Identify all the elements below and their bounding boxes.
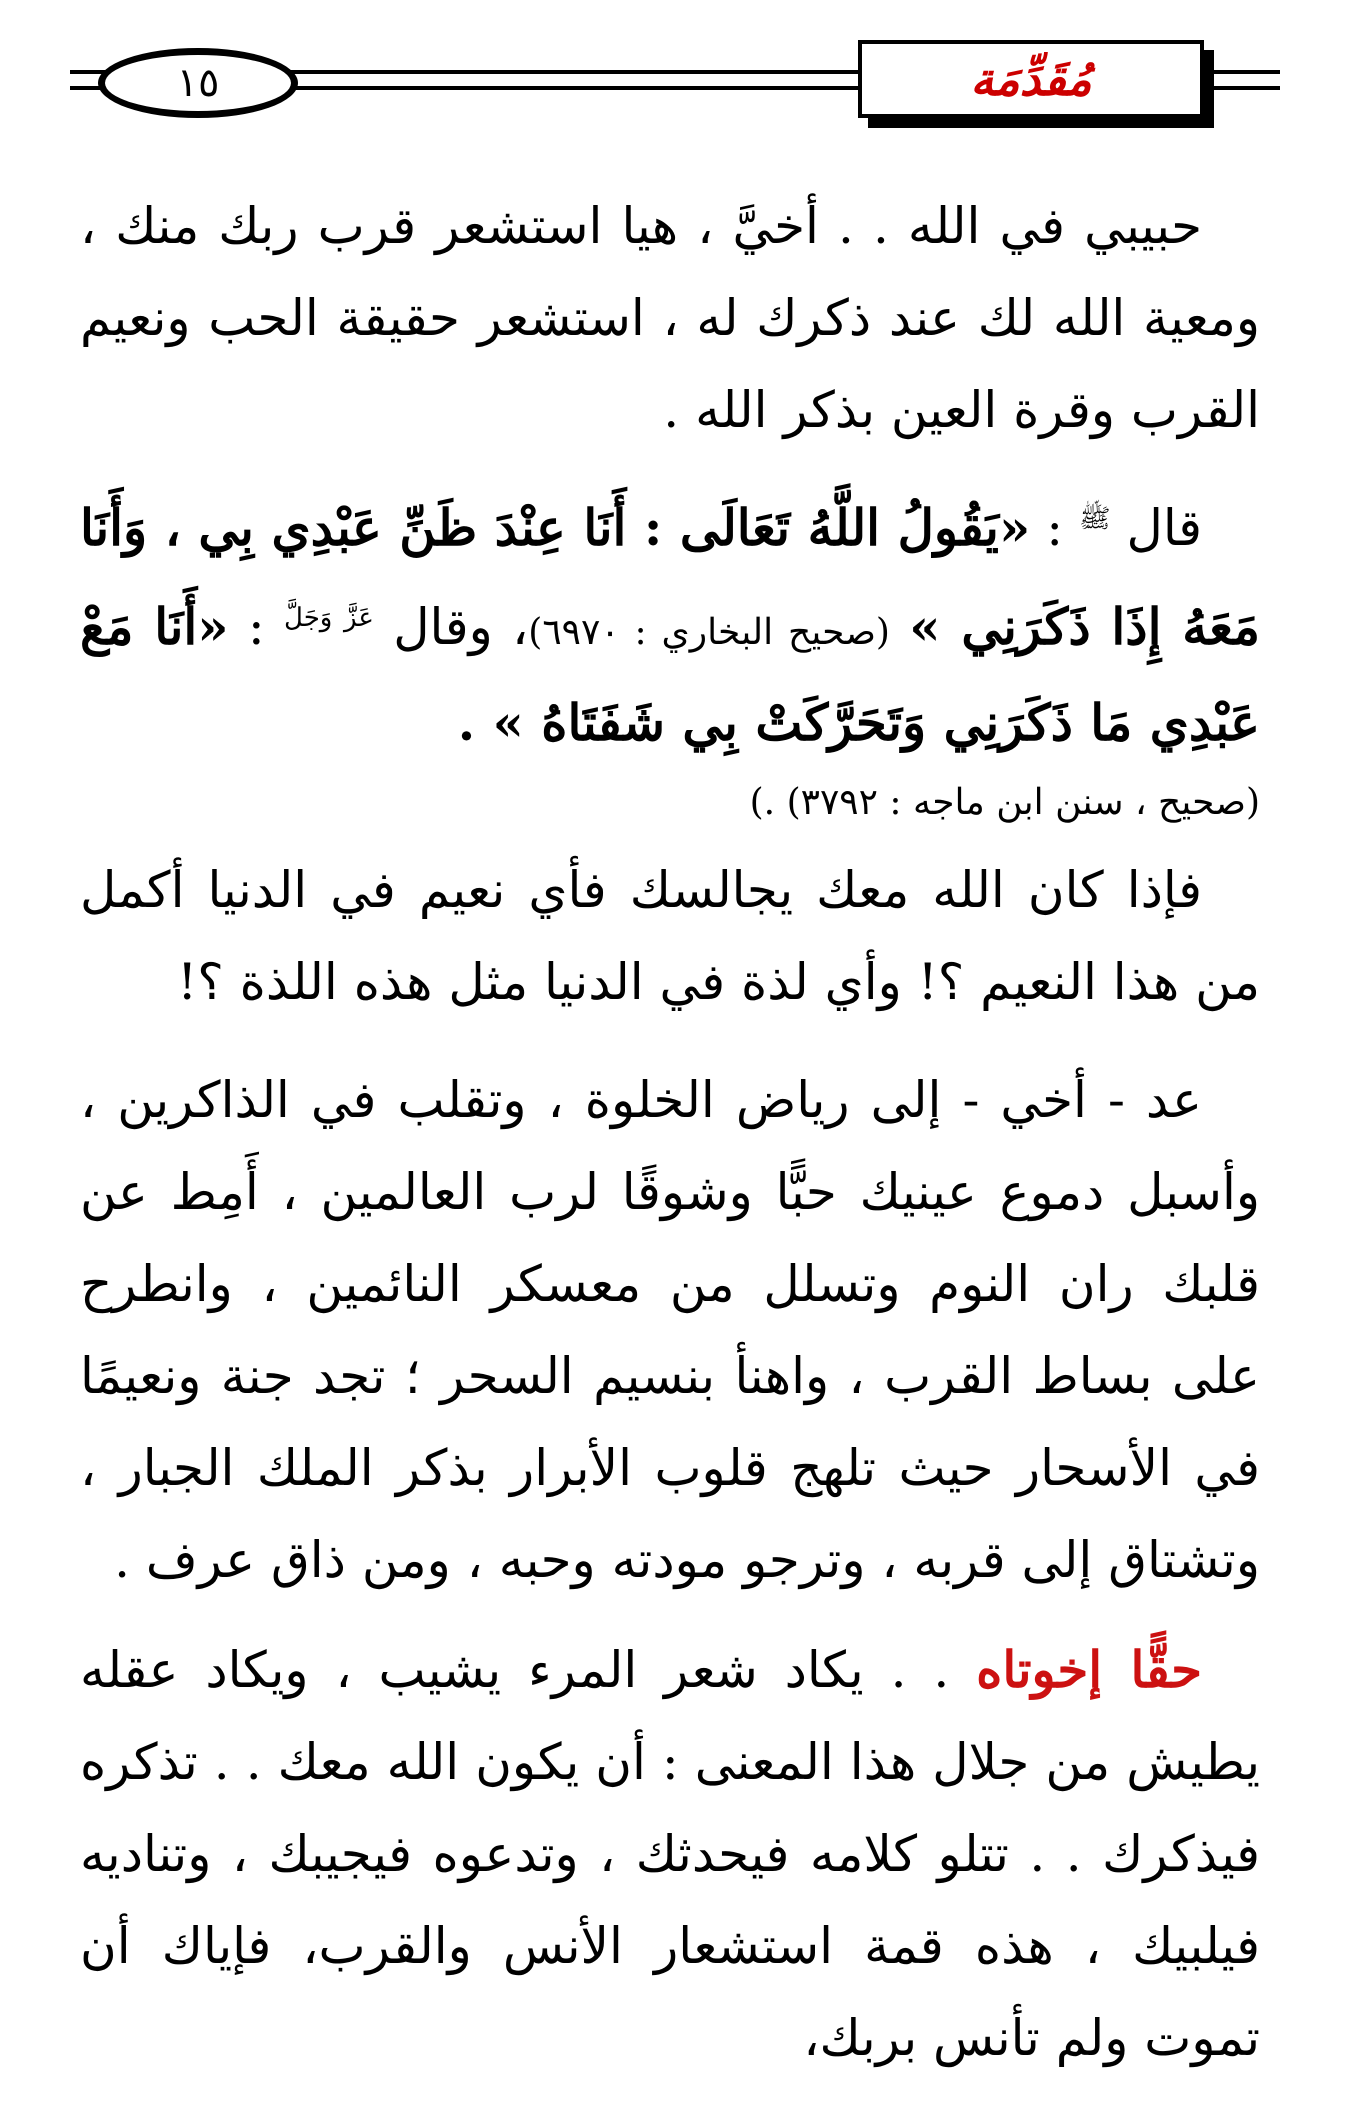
page-number: ١٥ — [176, 60, 220, 106]
header-rule-right-top — [1214, 70, 1280, 74]
highlight-brothers: حقًّا إخوتاه — [976, 1640, 1202, 1699]
god-honorific: عَزَّ وَجَلَّ — [284, 603, 374, 633]
paragraph-1: حبيبي في الله . . أخيَّ ، هيا استشعر قرب ربك منك ، ومعية الله لك عند ذكرك له ، استشعر حقيقة الحب ونعيم القرب وقرة العين بذكر الله . — [80, 197, 1260, 439]
hadith-1-reference: (صحيح البخاري : ٦٩٧٠) — [528, 612, 890, 653]
colon-2: : — [228, 598, 284, 656]
hadith-2-reference: (صحيح ، سنن ابن ماجه : ٣٧٩٢) .) — [749, 782, 1260, 823]
page-body — [80, 180, 1260, 2102]
and-said: ، وقال — [393, 598, 529, 656]
prophet-honorific: ﷺ — [1079, 504, 1111, 534]
hadith-1: «يَقُولُ اللَّهُ تَعَالَى : أَنَا عِنْدَ ظَنِّ عَبْدِي بِي ، وَأَنَا مَعَهُ إِذَا ذَكَرَنِي » — [80, 498, 1261, 656]
paragraph-4: عد - أخي - إلى رياض الخلوة ، وتقلب في الذاكرين ، وأسبل دموع عينيك حبًّا وشوقًا لرب العالمين ، أَمِط عن قلبك ران النوم وتسلل من معسكر النائمين ، وانطرح على بساط القرب ، واهنأ بنسيم السحر ؛ تجد جنة ونعيمًا في الأسحار حيث تلهج قلوب الأبرار بذكر الملك الجبار ، وتشتاق إلى قربه ، وترجو مودته وحبه ، ومن ذاق عرف . — [80, 1071, 1260, 1589]
header-rule-right-bottom — [1214, 86, 1280, 90]
paragraph-2 — [80, 474, 1260, 768]
page-header — [0, 0, 1356, 140]
spacer — [80, 1046, 1260, 1054]
paragraph-5-text: . . يكاد شعر المرء يشيب ، ويكاد عقله يطيش من جلال هذا المعنى : أن يكون الله معك . . تذكره فيذكرك . . تتلو كلامه فيحدثك ، وتدعوه فيجيبك ، وتناديه فيلبيك ، هذه قمة استشعار الأنس والقرب، فإياك أن تموت ولم تأنس بربك، — [80, 1641, 1260, 2067]
page-number-oval — [98, 48, 298, 118]
paragraph-5 — [80, 1624, 1260, 2084]
said-word: قال — [1126, 499, 1202, 557]
hadith-2: «أَنَا مَعْ عَبْدِي مَا ذَكَرَنِي وَتَحَرَّكَتْ بِي شَفَتَاهُ » . — [80, 597, 1260, 752]
chapter-title: مُقَدِّمَة — [970, 52, 1092, 106]
chapter-title-box — [858, 40, 1204, 118]
paragraph-3: فإذا كان الله معك يجالسك فأي نعيم في الدنيا أكمل من هذا النعيم ؟! وأي لذة في الدنيا مثل هذه اللذة ؟! — [80, 861, 1260, 1011]
colon-1: : — [1030, 499, 1080, 557]
